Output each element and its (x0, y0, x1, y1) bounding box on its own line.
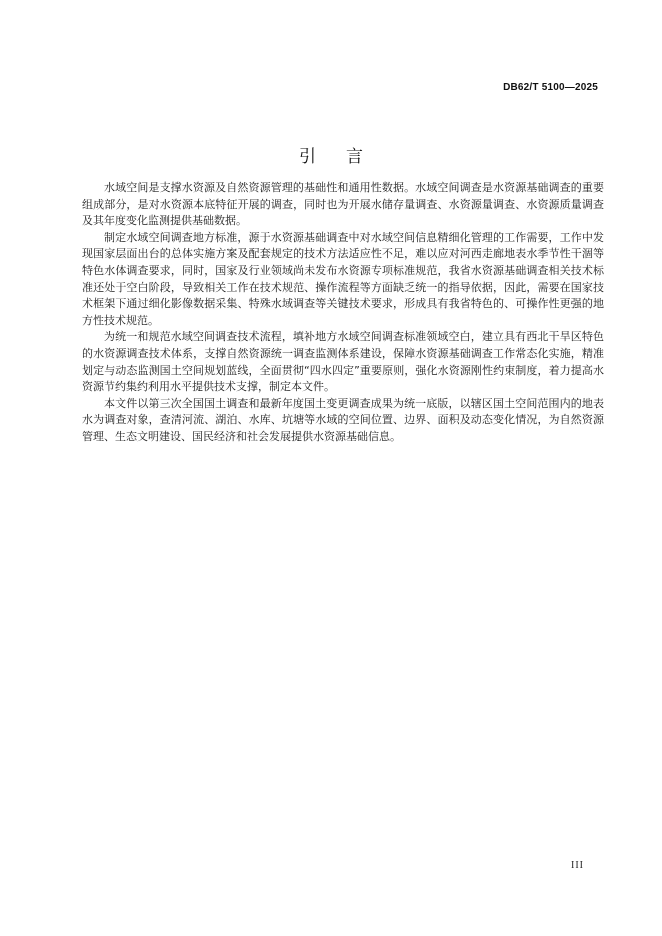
body-text (82, 180, 604, 446)
paragraph-4: 本文件以第三次全国国土调查和最新年度国土变更调查成果为统一底版，以辖区国土空间范围内的地表水为调查对象，查清河流、湖泊、水库、坑塘等水域的空间位置、边界、面积及动态变化情况，为自然资源管理、生态文明建设、国民经济和社会发展提供水资源基础信息。 (82, 396, 604, 443)
paragraph-3: 为统一和规范水域空间调查技术流程，填补地方水域空间调查标准领域空白，建立具有西北干旱区特色的水资源调查技术体系，支撑自然资源统一调查监测体系建设，保障水资源基础调查工作常态化实施，精准划定与动态监测国土空间规划蓝线，全面贯彻“四水四定”重要原则，强化水资源刚性约束制度，着力提高水资源节约集约利用水平提供技术支撑，制定本文件。 (82, 330, 604, 394)
standard-code: DB62/T 5100—2025 (503, 82, 598, 93)
paragraph-2: 制定水域空间调查地方标准，源于水资源基础调查中对水域空间信息精细化管理的工作需要，工作中发现国家层面出台的总体实施方案及配套规定的技术方法适应性不足，难以应对河西走廊地表水季节性干涸等特色水体调查要求，同时，国家及行业领域尚未发布水资源专项标准规范，我省水资源基础调查相关技术标准还处于空白阶段，导致相关工作在技术规范、操作流程等方面缺乏统一的指导依据，因此，需要在国家技术框架下通过细化影像数据采集、特殊水域调查等关键技术要求，形成具有我省特色的、可操作性更强的地方性技术规范。 (82, 230, 604, 327)
paragraph-1: 水域空间是支撑水资源及自然资源管理的基础性和通用性数据。水域空间调查是水资源基础调查的重要组成部分，是对水资源本底特征开展的调查，同时也为开展水储存量调查、水资源量调查、水资源质量调查及其年度变化监测提供基础数据。 (82, 181, 604, 228)
page-title: 引言 (299, 147, 393, 167)
page-number: III (571, 860, 584, 871)
